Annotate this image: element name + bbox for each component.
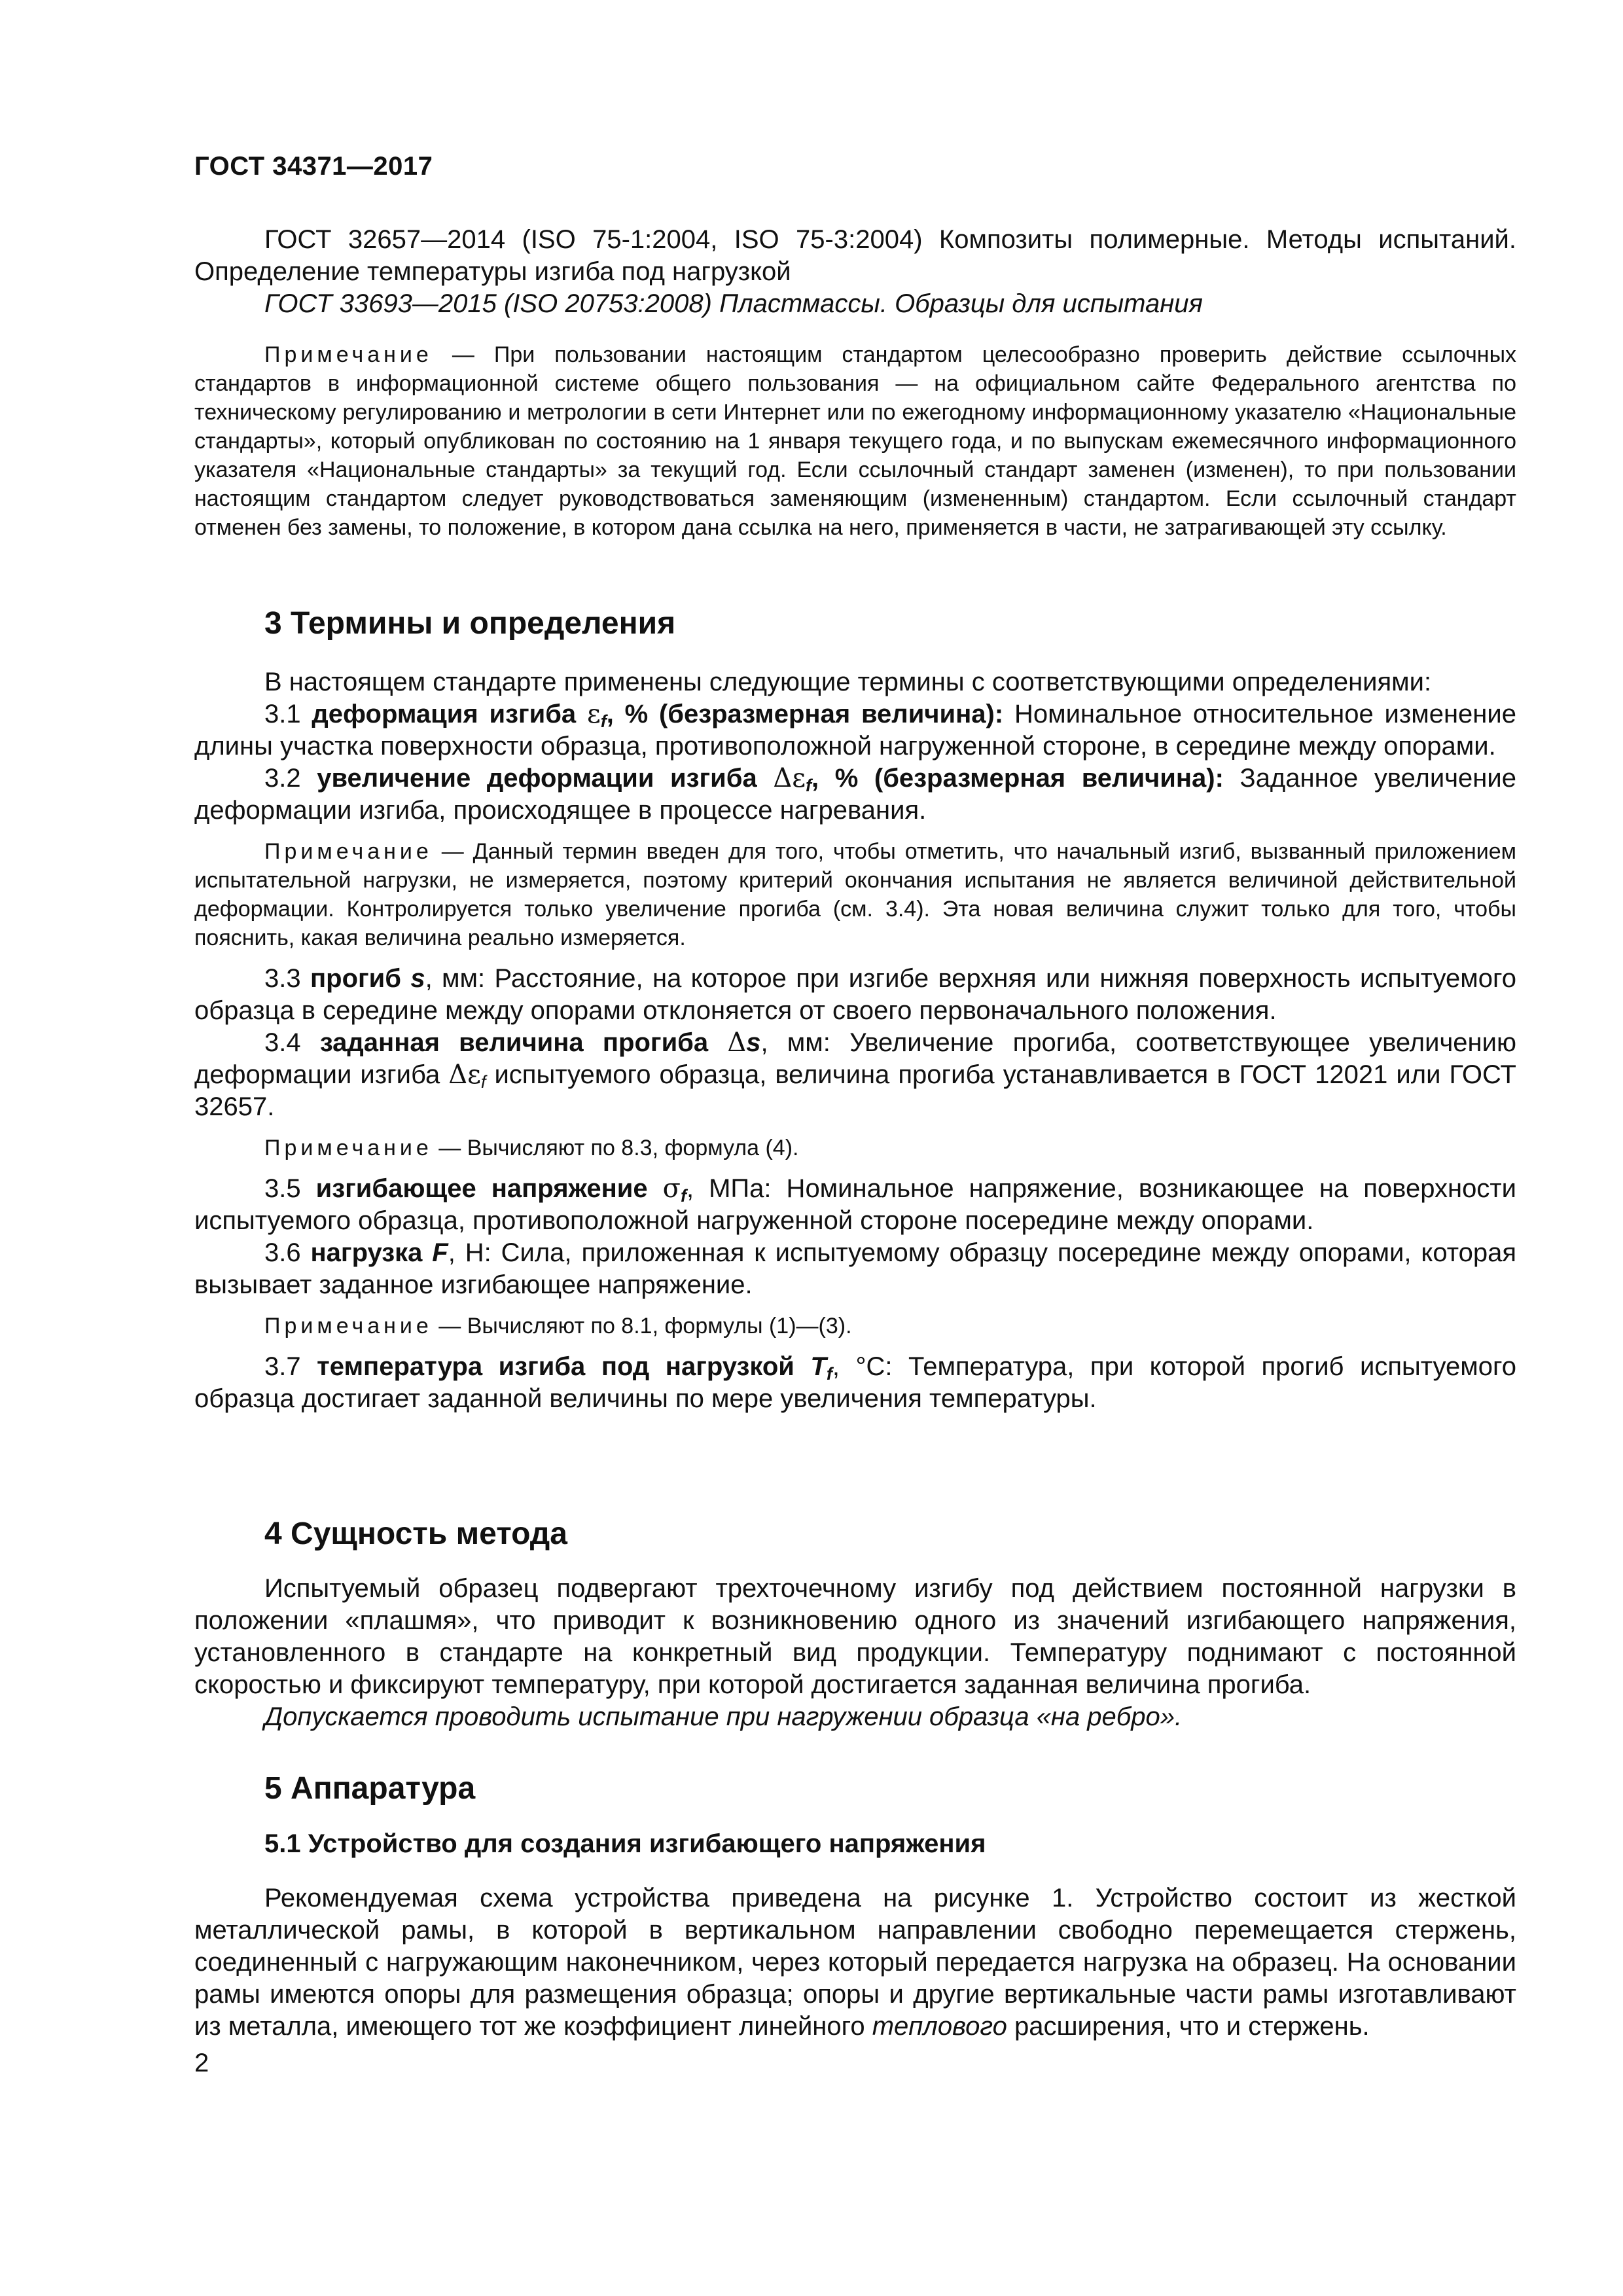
- note-text: — При пользовании настоящим стандартом целесообразно проверить действие ссылочных стандартов в информационной системе общего пользования — на официальном сайте Федерального агентства по техническому регулированию и метрологии в сети Интернет или по ежегодному информационному указателю «Национальные стандарты», который опубликован по состоянию на 1 января текущего года, и по выпускам ежемесячного информационного указателя «Национальные стандарты» за текущий год. Если ссылочный стандарт заменен (изменен), то при пользовании настоящим стандартом следует руководствоваться заменяющим (измененным) стандартом. Если ссылочный стандарт отменен без замены, то положение, в котором дана ссылка на него, применяется в части, не затрагивающей эту ссылку.: [194, 342, 1517, 540]
- section-3-title: 3 Термины и определения: [264, 606, 676, 641]
- term-3-4: 3.4 заданная величина прогиба Δs, мм: Увеличение прогиба, соответствующее увеличению деформации изгиба $\Delta\varepsilon_f$ испытуемого образца, величина прогиба устанавливается в ГОСТ 12021 или ГОСТ 32657.: [194, 1028, 1516, 1121]
- term-3-5: 3.5 изгибающее напряжение $\sigma_f$, МПа: Номинальное напряжение, возникающее на поверхности испытуемого образца, противоположной нагруженной стороне посередине между опорами.: [194, 1174, 1516, 1235]
- term-3-2: 3.2 увеличение деформации изгиба $\Delta\varepsilon_f$, % (безразмерная величина): Заданное увеличение деформации изгиба, происходящее в процессе нагревания.: [194, 763, 1516, 825]
- section-4-italic-note: Допускается проводить испытание при нагружении образца «на ребро».: [264, 1702, 1183, 1731]
- reference-gost-32657: ГОСТ 32657—2014 (ISO 75-1:2004, ISO 75-3:2004) Композиты полимерные. Методы испытаний. Определение температуры изгиба под нагрузкой: [194, 225, 1516, 286]
- section-3-body: [194, 666, 1516, 1415]
- section-4-paragraph: Испытуемый образец подвергают трехточечному изгибу под действием постоянной нагрузки в положении «плашмя», что приводит к возникновению одного из значений изгибающего напряжения, установленного в стандарте на конкретный вид продукции. Температуру поднимают с постоянной скоростью и фиксируют температуру, при которой достигается заданная величина прогиба.: [194, 1574, 1516, 1699]
- section-5-body: [194, 1882, 1516, 2043]
- section-5-title: 5 Аппаратура: [264, 1771, 476, 1806]
- term-3-1: 3.1 деформация изгиба $\varepsilon_f$, % (безразмерная величина): Номинальное относительное изменение длины участка поверхности образца, противоположной нагруженной стороне, в середине между опорами.: [194, 699, 1516, 761]
- note-term-3-6: Примечание — Вычисляют по 8.1, формулы (1)—(3).: [264, 1314, 852, 1338]
- document-header: ГОСТ 34371—2017: [194, 152, 433, 181]
- section-5-1-paragraph: Рекомендуемая схема устройства приведена на рисунке 1. Устройство состоит из жесткой металлической рамы, в которой в вертикальном направлении свободно перемещается стержень, соединенный с нагружающим наконечником, через который передается нагрузка на образец. На основании рамы имеются опоры для размещения образца; опоры и другие вертикальные части рамы изготавливают из металла, имеющего тот же коэффициент линейного теплового расширения, что и стержень.: [194, 1884, 1516, 2041]
- references: [194, 224, 1516, 320]
- reference-gost-33693: ГОСТ 33693—2015 (ISO 20753:2008) Пластмассы. Образцы для испытания: [264, 289, 1203, 318]
- note-references: [194, 340, 1516, 542]
- note-term-3-4: Примечание — Вычисляют по 8.3, формула (4).: [264, 1136, 799, 1160]
- section-3-intro: В настоящем стандарте применены следующие термины с соответствующими определениями:: [264, 668, 1432, 696]
- page-number: 2: [194, 2049, 209, 2077]
- subsection-5-1-title: 5.1 Устройство для создания изгибающего напряжения: [264, 1829, 986, 1858]
- term-3-3: 3.3 прогиб s, мм: Расстояние, на которое при изгибе верхняя или нижняя поверхность испытуемого образца в середине между опорами отклоняется от своего первоначального положения.: [194, 964, 1516, 1025]
- section-4-title: 4 Сущность метода: [264, 1516, 567, 1551]
- section-4-body: [194, 1573, 1516, 1733]
- term-3-7: 3.7 температура изгиба под нагрузкой $T_f$, °С: Температура, при которой прогиб испытуемого образца достигает заданной величины по мере увеличения температуры.: [194, 1352, 1517, 1413]
- note-term-3-2: Примечание — Данный термин введен для того, чтобы отметить, что начальный изгиб, вызванный приложением испытательной нагрузки, не измеряется, поэтому критерий окончания испытания не является величиной действительной деформации. Контролируется только увеличение прогиба (см. 3.4). Эта новая величина служит только для того, чтобы пояснить, какая величина реально измеряется.: [194, 839, 1516, 950]
- note-label: Примечание: [264, 342, 433, 367]
- term-3-6: 3.6 нагрузка F, Н: Сила, приложенная к испытуемому образцу посередине между опорами, которая вызывает заданное изгибающее напряжение.: [194, 1238, 1516, 1299]
